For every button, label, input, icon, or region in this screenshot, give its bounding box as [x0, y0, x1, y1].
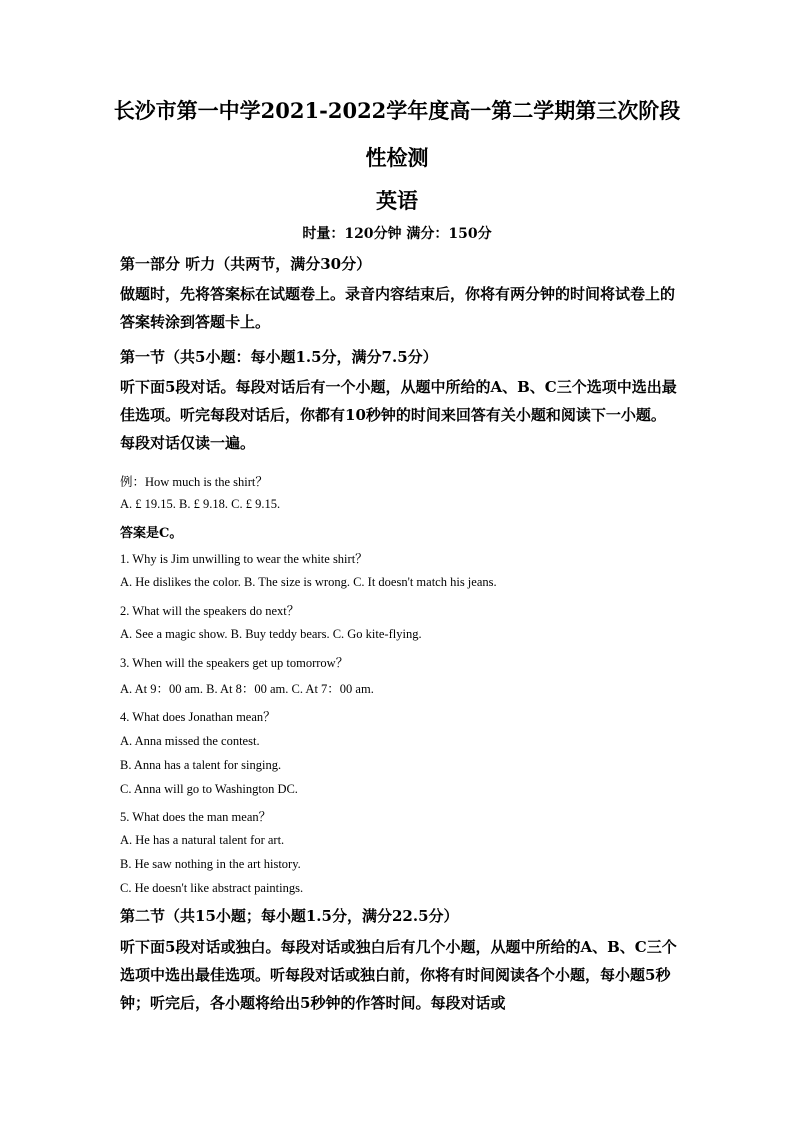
- subject-title: 英语: [376, 188, 418, 213]
- section2-heading: 第二节（共15小题；每小题1.5分，满分22.5分）: [120, 907, 459, 925]
- title-line-2: 性检测: [365, 145, 429, 170]
- part1-instruction: 做题时，先将答案标在试题卷上。录音内容结束后，你将有两分钟的时间将试卷上的答案转涂到答题卡上。: [120, 285, 676, 331]
- section2-instruction: 听下面5段对话或独白。每段对话或独白后有几个小题，从题中所给的A、B、C三个选项中选出最佳选项。听每段对话或独白前，你将有时间阅读各个小题，每小题5秒钟；听完后，各小题将给出5秒钟的作答时间。每段对话或: [120, 938, 677, 1012]
- question-2: 2. What will the speakers do next？: [120, 604, 300, 618]
- question-2-options: A. See a magic show. B. Buy teddy bears. C. Go kite-flying.: [120, 627, 422, 641]
- question-5: 5. What does the man mean？: [120, 810, 272, 824]
- question-1: 1. Why is Jim unwilling to wear the white shirt？: [120, 552, 368, 566]
- question-5-option-c: C. He doesn't like abstract paintings.: [120, 881, 304, 895]
- section1-heading: 第一节（共5小题：每小题1.5分，满分7.5分）: [120, 348, 438, 366]
- question-3-options: A. At 9：00 am. B. At 8：00 am. C. At 7：00 am.: [120, 682, 374, 696]
- question-1-options: A. He dislikes the color. B. The size is wrong. C. It doesn't match his jeans.: [120, 575, 497, 589]
- question-5-option-a: A. He has a natural talent for art.: [120, 833, 285, 847]
- question-5-option-b: B. He saw nothing in the art history.: [120, 857, 301, 871]
- question-4-option-a: A. Anna missed the contest.: [120, 734, 260, 748]
- example-options: A. £ 19.15. B. £ 9.18. C. £ 9.15.: [120, 497, 281, 511]
- question-4: 4. What does Jonathan mean？: [120, 710, 276, 724]
- question-4-option-b: B. Anna has a talent for singing.: [120, 758, 282, 772]
- part1-heading: 第一部分 听力（共两节，满分30分）: [120, 255, 372, 273]
- question-4-option-c: C. Anna will go to Washington DC.: [120, 782, 298, 796]
- example-answer: 答案是C。: [120, 526, 183, 541]
- title-line-1: 长沙市第一中学2021-2022学年度高一第二学期第三次阶段: [113, 98, 681, 123]
- question-3: 3. When will the speakers get up tomorrow？: [120, 656, 349, 670]
- section1-instruction: 听下面5段对话。每段对话后有一个小题，从题中所给的A、B、C三个选项中选出最佳选项。听完每段对话后，你都有10秒钟的时间来回答有关小题和阅读下一小题。每段对话仅读一遍。: [120, 378, 677, 452]
- example-question: 例：How much is the shirt？: [120, 475, 268, 489]
- exam-meta: 时量：120分钟 满分：150分: [302, 226, 492, 242]
